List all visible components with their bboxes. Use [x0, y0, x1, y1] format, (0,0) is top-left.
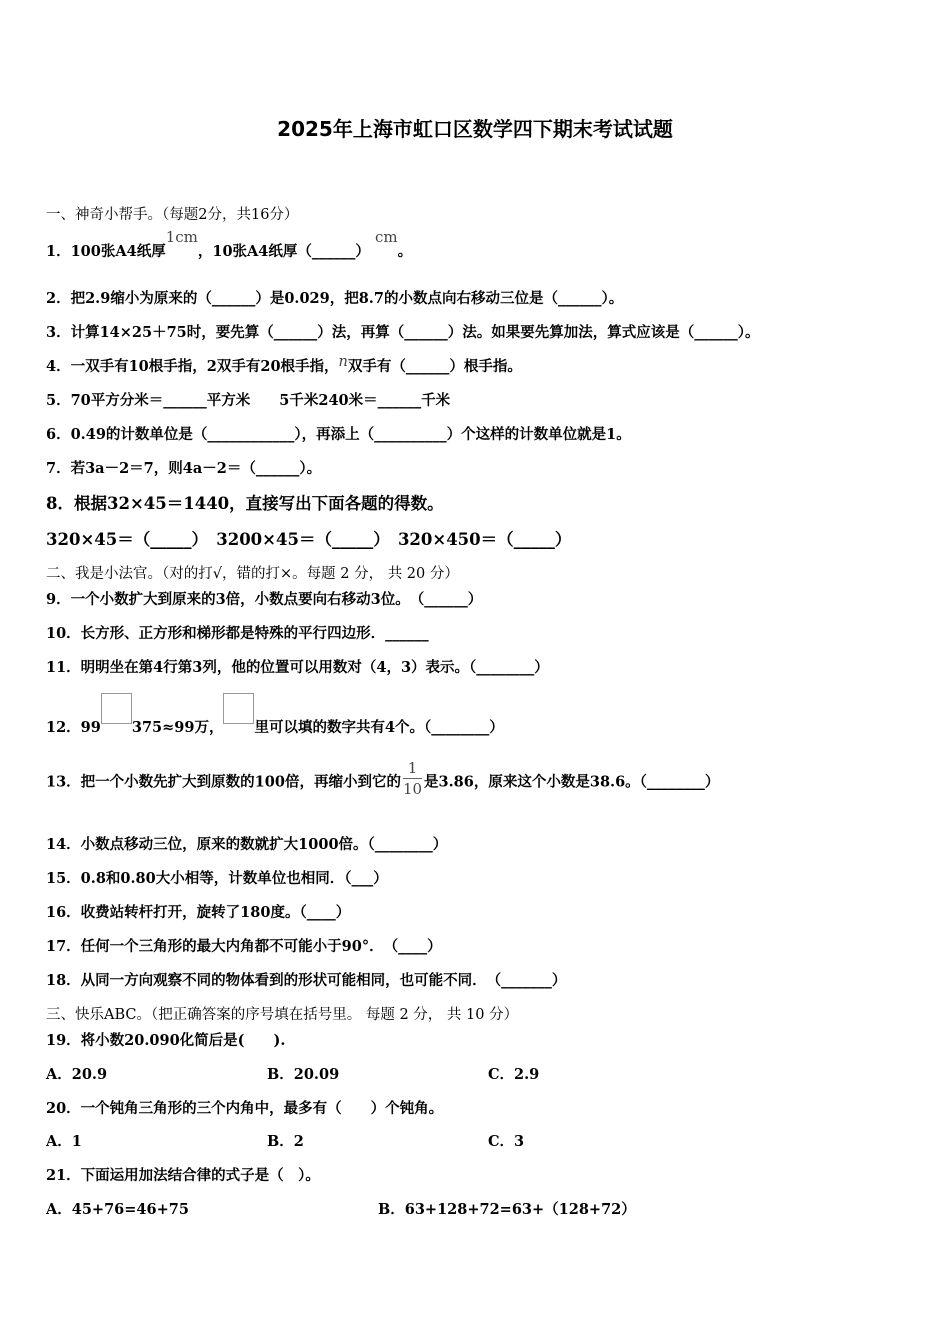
question-19-option-a: A．20.9	[46, 1066, 108, 1083]
question-16: 16．收费站转杆打开，旋转了180度。（____）	[46, 904, 351, 921]
question-21-option-b: B．63+128+72=63+（128+72）	[378, 1201, 636, 1218]
unit-1cm: 1cm	[165, 228, 198, 246]
blank-box[interactable]	[223, 693, 254, 724]
question-12: 12．99 375≈99万， 里可以填的数字共有4个。（________）	[46, 703, 504, 737]
question-13: 13．把一个小数先扩大到原数的100倍，再缩小到它的 $\frac{1}{10}$ 是3.86，原来这个小数是38.6。（________）	[46, 759, 720, 798]
question-10: 10．长方形、正方形和梯形都是特殊的平行四边形．______	[46, 625, 429, 642]
question-20-option-b: B．2	[267, 1133, 304, 1150]
variable-n: n	[338, 354, 348, 370]
unit-cm: cm	[374, 228, 398, 246]
section-2-heading: 二、我是小法官。（对的打√，错的打×。每题 2 分， 共 20 分）	[46, 566, 459, 582]
question-17: 17．任何一个三角形的最大内角都不可能小于90°． （____）	[46, 938, 442, 955]
question-2: 2．把2.9缩小为原来的（______）是0.029，把8.7的小数点向右移动三位是（______）。	[46, 290, 624, 307]
question-3: 3．计算14×25＋75时，要先算（______）法，再算（______）法。如果要先算加法，算式应该是（______）。	[46, 324, 760, 341]
question-20: 20．一个钝角三角形的三个内角中，最多有（ ）个钝角。	[46, 1100, 444, 1117]
question-11: 11．明明坐在第4行第3列，他的位置可以用数对（4，3）表示。（________）	[46, 659, 549, 676]
page-title: 2025年上海市虹口区数学四下期末考试试题	[277, 117, 673, 141]
blank-box[interactable]	[101, 693, 132, 724]
question-4: 4．一双手有10根手指，2双手有20根手指，n双手有（______）根手指。	[46, 354, 522, 375]
question-8-items: 320×45＝（_____） 3200×45＝（_____） 320×450＝（_____）	[46, 530, 572, 549]
question-6: 6．0.49的计数单位是（____________），再添上（__________）个这样的计数单位就是1。	[46, 426, 631, 443]
question-5: 5．70平方分米＝______平方米 5千米240米＝______千米	[46, 392, 451, 409]
question-15: 15．0.8和0.80大小相等，计数单位也相同．（___）	[46, 870, 388, 887]
question-21: 21．下面运用加法结合律的式子是（ ）。	[46, 1167, 320, 1184]
question-19-option-c: C．2.9	[488, 1066, 540, 1083]
section-1-heading: 一、神奇小帮手。（每题2分，共16分）	[46, 207, 299, 223]
question-7: 7．若3a－2＝7，则4a－2＝（______）。	[46, 460, 322, 477]
question-21-option-a: A．45+76=46+75	[46, 1201, 189, 1218]
question-9: 9．一个小数扩大到原来的3倍，小数点要向右移动3位。 （______）	[46, 591, 483, 608]
question-14: 14．小数点移动三位，原来的数就扩大1000倍。（________）	[46, 836, 448, 853]
question-19: 19．将小数20.090化简后是( ).	[46, 1032, 286, 1049]
question-1: 1．100张A4纸厚1cm，10张A4纸厚（______） cm。	[46, 228, 413, 260]
question-8: 8．根据32×45＝1440，直接写出下面各题的得数。	[46, 494, 444, 513]
fraction-one-tenth: $\frac{1}{10}$	[402, 759, 423, 798]
question-18: 18．从同一方向观察不同的物体看到的形状可能相同，也可能不同． （_______）	[46, 972, 567, 989]
question-20-option-a: A．1	[46, 1133, 82, 1150]
question-19-option-b: B．20.09	[267, 1066, 340, 1083]
question-20-option-c: C．3	[488, 1133, 525, 1150]
section-3-heading: 三、快乐ABC。（把正确答案的序号填在括号里。 每题 2 分， 共 10 分）	[46, 1007, 519, 1023]
